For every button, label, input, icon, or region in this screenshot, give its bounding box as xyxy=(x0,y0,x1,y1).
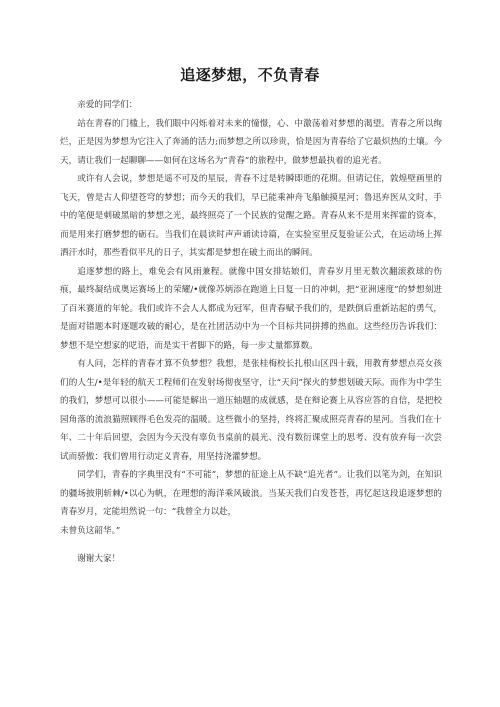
paragraph-5-text: 同学们，青春的字典里没有“不可能”，梦想的征途上从不缺“追光者”。让我们以笔为剑，在知识的疆场披荆斩棘/•以心为帆，在理想的海洋乘风破浪。当某天我们白发苍苍，再忆起这段追逐梦想的青春岁月，定能坦然说一句：“我曾全力以赴， xyxy=(60,470,442,517)
paragraph-4: 有人问，怎样的青春才算不负梦想？我想，是张桂梅校长扎根山区四十载，用教育梦想点亮女孩们的人生/•是年轻的航天工程师们在发射场彻夜坚守，让“天问”探火的梦想划破天际。而作为中学生的我们，梦想可以很小——可能是解出一道压轴题的成就感，是在辩论赛上从容应答的自信，是把校园角落的流浪猫照顾得毛色发亮的温暖。这些微小的坚持，终将汇聚成照亮青春的星河。当我们在十年、二十年后回望，会因为今天没有辜负书桌前的晨光、没有数衍课堂上的思考、没有放弃每一次尝试而骄傲：我们曾用行动定义青春，用坚持浇灌梦想。 xyxy=(60,359,442,462)
greeting: 亲爱的同学们： xyxy=(77,100,138,110)
paragraph-5 xyxy=(60,466,442,540)
page-title: 追逐梦想，不负青春 xyxy=(180,66,320,84)
paragraph-2: 或许有人会说，梦想是遥不可及的星辰，青春不过是转瞬即逝的花期。但请记住，敦煌壁画里的飞天，曾是古人仰望苍穹的梦想；而今天的我们，早已能乘神舟飞船触摸星河；鲁迅弃医从文时，手中的笔便是刺破黑暗的梦想之光，最终照亮了一个民族的觉醒之路。青春从来不是用来挥霍的资本，而是用来打磨梦想的砺石。当我们在晨读时声声诵读诗篇，在实验室里反复验证公式，在运动场上挥洒汗水时，那些看似平凡的日子，其实都是梦想在破土而出的瞬间。 xyxy=(60,174,442,258)
speech-body xyxy=(60,96,442,569)
quote-tail: 未曾负这韶华。” xyxy=(60,525,121,536)
paragraph-1: 站在青春的门槛上，我们眼中闪烁着对未来的憧憬，心、中激荡着对梦想的渴望。青春之所以绚烂，正是因为梦想为它注入了奔涌的活力;而梦想之所以珍贵，恰是因为青春给了它最炽热的土壤。今天，请让我们一起聊聊——如何在这场名为“青春”的旅程中，做梦想最执着的追光者。 xyxy=(60,118,442,166)
closing: 谢谢大家！ xyxy=(77,554,121,564)
paragraph-3: 追逐梦想的路上，难免会有风雨兼程。就像中国女排姑娘们，青春岁月里无数次翻滚救球的伤痕，最终凝结成奥运赛场上的荣耀/•就像苏炳添在跑道上日复一日的冲刺，把“亚洲速度”的梦想刻进了百米赛道的年轮。我们或许不会人人都成为冠军，但青春赋予我们的，是跌倒后重新站起的勇气，是面对错题本时逐题攻破的耐心，是在社团活动中为一个目标共同拼搏的热血。这些经历告诉我们：梦想不是空想家的呓语，而是实干者脚下的路，每一步丈量都算数。 xyxy=(60,266,442,351)
